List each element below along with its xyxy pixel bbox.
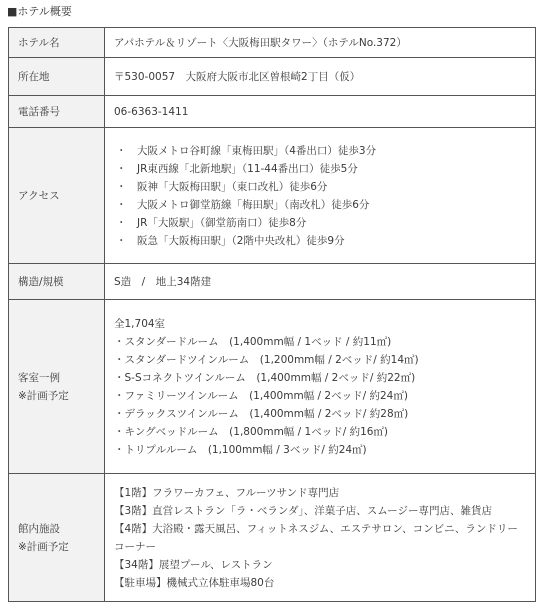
- row-value-phone: 06-6363-1411: [105, 96, 536, 128]
- facilities-list: [105, 474, 536, 602]
- list-item: 【駐車場】機械式立体駐車場80台: [114, 576, 275, 589]
- list-item: ・ 阪急「大阪梅田駅」（2階中央改札）徒歩9分: [116, 234, 345, 247]
- table-row-access: [9, 128, 536, 264]
- list-item: ・ JR東西線「北新地駅」（11-44番出口）徒歩5分: [116, 162, 358, 175]
- row-value-structure: S造 / 地上34階建: [105, 264, 536, 300]
- table-row-hotel-name: [9, 28, 536, 58]
- row-label-hotel-name: ホテル名: [9, 28, 105, 58]
- row-label-address: 所在地: [9, 58, 105, 96]
- table-row-phone: [9, 96, 536, 128]
- row-label-rooms: [9, 300, 105, 474]
- list-item: 【1階】フラワーカフェ、フルーツサンド専門店: [114, 486, 340, 499]
- table-row-facilities: [9, 474, 536, 602]
- list-item: 【34階】展望プール、レストラン: [114, 558, 273, 571]
- list-item: ・ JR「大阪駅」（御堂筋南口）徒歩8分: [116, 216, 307, 229]
- rooms-list: [105, 300, 536, 474]
- table-row-address: [9, 58, 536, 96]
- section-heading: ■ホテル概要: [7, 5, 72, 18]
- facilities-label: 館内施設: [18, 522, 60, 535]
- rooms-label-note: ※計画予定: [18, 389, 69, 402]
- list-item: ・スタンダードルーム (1,400mm幅 / 1ベッド / 約11㎡): [114, 335, 392, 348]
- list-item: ・デラックスツインルーム (1,400mm幅 / 2ベッド/ 約28㎡): [114, 407, 409, 420]
- list-item: ・ファミリーツインルーム (1,400mm幅 / 2ベッド/ 約24㎡): [114, 389, 408, 402]
- row-label-access: アクセス: [9, 128, 105, 264]
- list-item: ・S-Sコネクトツインルーム (1,400mm幅 / 2ベッド/ 約22㎡): [114, 371, 416, 384]
- row-value-hotel-name: アパホテル＆リゾート〈大阪梅田駅タワー〉（ホテルNo.372）: [105, 28, 536, 58]
- row-value-address: 〒530-0057 大阪府大阪市北区曽根崎2丁目（仮）: [105, 58, 536, 96]
- list-item: ・キングベッドルーム (1,800mm幅 / 1ベッド/ 約16㎡): [114, 425, 389, 438]
- row-label-facilities: [9, 474, 105, 602]
- list-item: ・スタンダードツインルーム (1,200mm幅 / 2ベッド/ 約14㎡): [114, 353, 419, 366]
- list-item: ・トリプルルーム (1,100mm幅 / 3ベッド/ 約24㎡): [114, 443, 367, 456]
- list-item: 【4階】大浴殿・露天風呂、フィットネスジム、エステサロン、コンビニ、ランドリーコーナー: [114, 522, 518, 553]
- row-label-phone: 電話番号: [9, 96, 105, 128]
- table-row-structure: [9, 264, 536, 300]
- table-row-rooms: [9, 300, 536, 474]
- list-item: ・ 阪神「大阪梅田駅」（東口改札）徒歩6分: [116, 180, 328, 193]
- list-item: ・ 大阪メトロ谷町線「東梅田駅」（4番出口）徒歩3分: [116, 144, 377, 157]
- access-list: [105, 128, 536, 264]
- facilities-label-note: ※計画予定: [18, 540, 69, 553]
- hotel-info-table: [8, 27, 536, 602]
- rooms-label: 客室一例: [18, 371, 60, 384]
- rooms-total: 全1,704室: [114, 317, 166, 330]
- row-label-structure: 構造/規模: [9, 264, 105, 300]
- list-item: ・ 大阪メトロ御堂筋線「梅田駅」（南改札）徒歩6分: [116, 198, 370, 211]
- list-item: 【3階】直営レストラン「ラ・ベランダ」、洋菓子店、スムージー専門店、雑貨店: [114, 504, 492, 517]
